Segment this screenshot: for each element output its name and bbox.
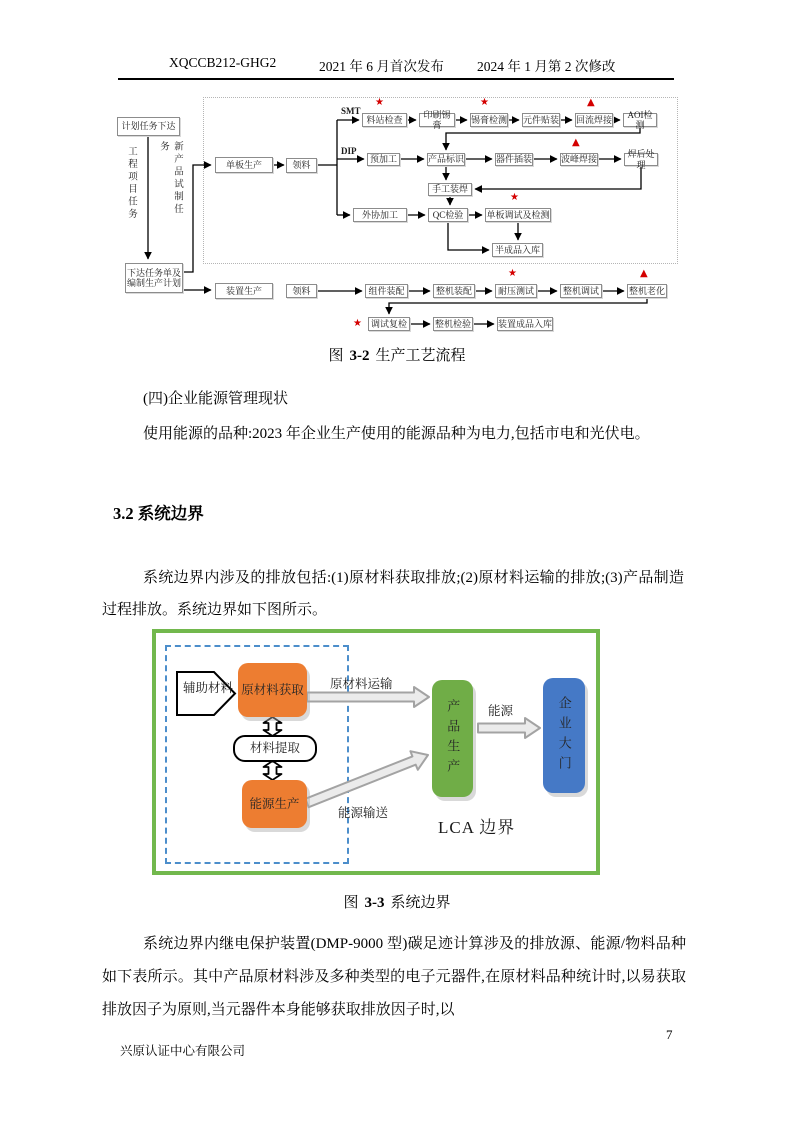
node-device-production: 装置生产 <box>215 283 273 299</box>
raw-material-acquisition-box: 原材料获取 <box>238 663 307 717</box>
product-production-box: 产品生产 <box>432 680 473 797</box>
node-aging: 整机老化 <box>627 284 667 298</box>
triangle-marker: ▲ <box>640 268 648 279</box>
star-marker: ★ <box>508 268 517 279</box>
node-whole-inspect: 整机检验 <box>433 317 473 331</box>
section-4-heading: (四)企业能源管理现状 <box>143 391 288 407</box>
section-3-2-heading: 3.2 系统边界 <box>113 504 204 523</box>
node-hand-weld: 手工装焊 <box>428 183 472 196</box>
node-pick-material-1: 领料 <box>286 158 317 173</box>
node-outsource: 外协加工 <box>353 208 407 222</box>
node-station-check: 料站检查 <box>362 113 407 127</box>
figure-3-3-caption <box>0 891 794 912</box>
node-pressure-test: 耐压测试 <box>495 284 537 298</box>
boundary-paragraph: 系统边界内涉及的排放包括:(1)原材料获取排放;(2)原材料运输的排放;(3)产品制造过程排放。系统边界如下图所示。 <box>102 570 684 618</box>
aux-material-label: 辅助材料 <box>183 681 234 695</box>
node-preprocess: 预加工 <box>367 153 400 166</box>
header-revision: 2024 年 1 月第 2 次修改 <box>477 59 616 74</box>
caption-label: 图 <box>328 348 344 364</box>
double-arrow-extract-energy <box>264 761 282 780</box>
node-semi-store: 半成品入库 <box>492 243 543 257</box>
node-board-production: 单板生产 <box>215 157 273 173</box>
diagram-shapes <box>156 633 596 871</box>
caption-label: 图 <box>343 895 359 911</box>
node-board-test: 单板调试及检测 <box>485 208 551 222</box>
system-boundary-diagram <box>152 629 600 875</box>
node-paste-test: 锡膏检测 <box>470 113 508 127</box>
node-issue-order: 下达任务单及编制生产计划 <box>125 263 183 293</box>
caption-number: 3-2 <box>349 348 370 364</box>
star-marker: ★ <box>353 318 362 329</box>
material-extraction-box: 材料提取 <box>233 735 317 762</box>
energy-arrow <box>478 718 540 738</box>
node-post-weld: 焊后处理 <box>624 153 658 166</box>
enterprise-gate-box: 企业大门 <box>543 678 585 793</box>
double-arrow-acq-extract <box>264 717 282 736</box>
node-debug-recheck: 调试复检 <box>368 317 410 331</box>
node-insert: 器件插装 <box>496 154 533 165</box>
caption-number: 3-3 <box>364 895 385 911</box>
triangle-marker: ▲ <box>587 97 595 108</box>
node-whole-debug: 整机调试 <box>560 284 602 298</box>
node-product-id: 产品标识 <box>428 154 465 165</box>
footer-company: 兴原认证中心有限公司 <box>120 1044 246 1058</box>
label-dip: DIP <box>341 146 357 156</box>
figure-3-2-caption <box>0 344 794 365</box>
energy-paragraph: 使用能源的品种:2023 年企业生产使用的能源品种为电力,包括市电和光伏电。 <box>143 426 650 442</box>
energy-send-arrow <box>305 751 428 807</box>
star-marker: ★ <box>375 97 384 108</box>
node-mount: 元件贴装 <box>522 113 560 127</box>
label-new-product-task: 新产品试制任务 <box>158 141 182 216</box>
node-assembly: 组件装配 <box>365 284 408 298</box>
lca-boundary-label: LCA 边界 <box>438 818 516 837</box>
label-project-task: 工程项目任务 <box>126 146 136 221</box>
header-rule <box>118 78 674 80</box>
header-first-issue: 2021 年 6 月首次发布 <box>319 59 444 74</box>
node-qc: QC检验 <box>428 208 468 222</box>
node-wave-solder: 波峰焊接 <box>561 154 598 165</box>
star-marker: ★ <box>480 97 489 108</box>
page-number: 7 <box>666 1027 673 1042</box>
node-pick-material-2: 领料 <box>286 284 317 298</box>
star-marker: ★ <box>510 192 519 203</box>
after-figure-paragraph: 系统边界内继电保护装置(DMP-9000 型)碳足迹计算涉及的排放源、能源/物料品种如下表所示。其中产品原材料涉及多种类型的电子元器件,在原材料品种统计时,以易获取排放因子为原则,当元器件本身能够获取排放因子时,以 <box>102 936 686 1018</box>
node-print-paste: 印刷锡膏 <box>419 113 455 127</box>
node-whole-assembly: 整机装配 <box>433 284 475 298</box>
header-doc-code: XQCCB212-GHG2 <box>169 55 277 70</box>
energy-production-box: 能源生产 <box>242 780 307 828</box>
production-flowchart <box>110 90 690 340</box>
node-plan-task: 计划任务下达 <box>117 117 180 136</box>
label-smt: SMT <box>341 106 361 116</box>
node-aoi: AOI检测 <box>623 113 657 127</box>
node-final-store: 装置成品入库 <box>497 317 553 331</box>
caption-title: 系统边界 <box>390 895 451 911</box>
triangle-marker: ▲ <box>572 137 580 148</box>
caption-title: 生产工艺流程 <box>375 348 466 364</box>
energy-label: 能源 <box>488 704 514 718</box>
transport-label: 原材料运输 <box>330 677 393 691</box>
node-reflow: 回流焊接 <box>575 113 613 127</box>
energy-send-label: 能源输送 <box>338 806 389 820</box>
